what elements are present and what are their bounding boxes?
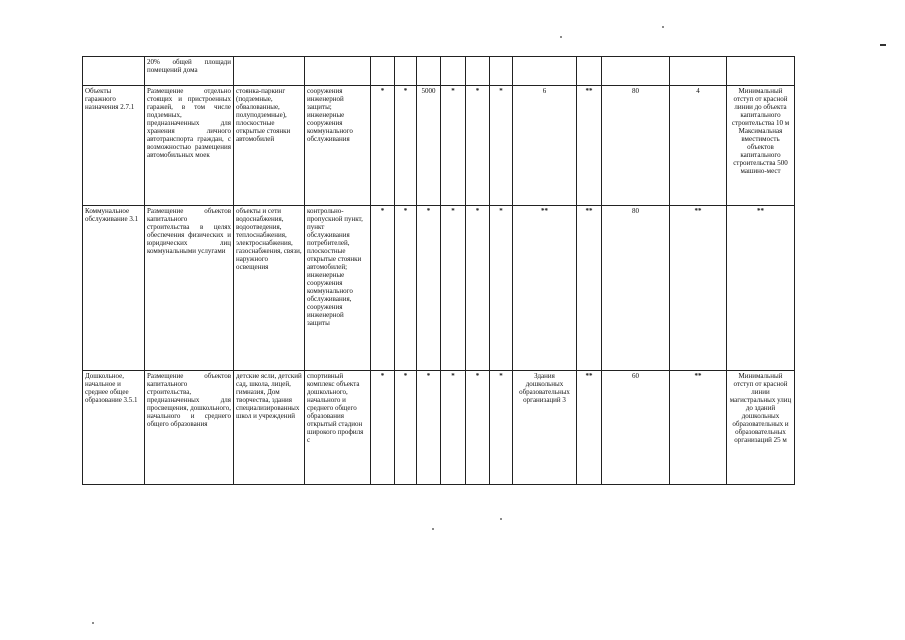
cell-param-8 (577, 57, 602, 86)
cell-description: Размещение отдельно стоящих и пристроенных гаражей, в том числе подземных, предназначенных для хранения личного автотранспорта граждан, с возможностью размещения автомобильных моек (145, 86, 234, 206)
scan-speck (662, 26, 664, 28)
cell-param-3: * (417, 206, 441, 370)
cell-name: Дошкольное, начальное и среднее общее образование 3.5.1 (83, 370, 145, 484)
scan-speck (500, 518, 502, 520)
cell-param-3 (417, 57, 441, 86)
cell-param-8: ** (577, 206, 602, 370)
cell-param-2: * (395, 370, 417, 484)
cell-aux-uses: спортивный комплекс объекта дошкольного, начального и среднего общего образования открытый стадион широкого профиля с (305, 370, 371, 484)
cell-param-3: * (417, 370, 441, 484)
cell-name: Коммунальное обслуживание 3.1 (83, 206, 145, 370)
cell-setback: ** (670, 370, 727, 484)
cell-aux-uses (305, 57, 371, 86)
scan-speck (92, 622, 94, 624)
cell-param-5: * (466, 86, 490, 206)
table-row (83, 86, 795, 206)
cell-description: Размещение объектов капитального строительства в целях обеспечения физических и юридических лиц коммунальными услугами (145, 206, 234, 370)
cell-notes (727, 57, 795, 86)
cell-param-1 (371, 57, 395, 86)
cell-floors: 6 (513, 86, 577, 206)
cell-param-5: * (466, 206, 490, 370)
cell-param-6: * (490, 370, 513, 484)
cell-param-5 (466, 57, 490, 86)
cell-param-5: * (466, 370, 490, 484)
scan-speck (560, 36, 562, 38)
cell-param-8: ** (577, 86, 602, 206)
cell-aux-uses: сооружения инженерной защиты; инженерные сооружения коммунального обслуживания (305, 86, 371, 206)
cell-floors: Здания дошкольных образовательных организаций 3 (513, 370, 577, 484)
cell-main-uses: детские ясли, детский сад, школа, лицей, гимназия, Дом творчества, здания специализированных школ и учреждений (234, 370, 305, 484)
cell-name (83, 57, 145, 86)
zoning-regulations-table (82, 56, 795, 485)
cell-param-1: * (371, 206, 395, 370)
cell-coverage (602, 57, 670, 86)
cell-aux-uses: контрольно-пропускной пункт, пункт обслуживания потребителей, плоскостные открытые стоянки автомобилей; инженерные сооружения коммунального обслуживания, сооружения инженерной защиты (305, 206, 371, 370)
cell-param-6: * (490, 206, 513, 370)
cell-param-4: * (441, 86, 466, 206)
cell-description: 20% общей площади помещений дома (145, 57, 234, 86)
scan-speck (432, 528, 434, 530)
cell-param-2 (395, 57, 417, 86)
cell-main-uses: стоянка-паркинг (подземные, обвалованные, полуподземные), плоскостные открытые стоянки автомобилей (234, 86, 305, 206)
cell-description: Размещение объектов капитального строительства, предназначенных для просвещения, дошкольного, начального и среднего общего образования (145, 370, 234, 484)
cell-param-2: * (395, 86, 417, 206)
cell-param-4 (441, 57, 466, 86)
cell-param-6 (490, 57, 513, 86)
cell-notes: ** (727, 206, 795, 370)
cell-main-uses: объекты и сети водоснабжения, водоотведения, теплоснабжения, электроснабжения, газоснабжения, связи, наружного освещения (234, 206, 305, 370)
cell-param-8: ** (577, 370, 602, 484)
cell-floors: ** (513, 206, 577, 370)
cell-notes: Минимальный отступ от красной линии до объекта капитального строительства 10 м Максимальная вместимость объектов капитального строительства 500 машино-мест (727, 86, 795, 206)
cell-setback (670, 57, 727, 86)
cell-param-4: * (441, 370, 466, 484)
cell-param-1: * (371, 370, 395, 484)
cell-coverage: 60 (602, 370, 670, 484)
cell-param-2: * (395, 206, 417, 370)
cell-floors (513, 57, 577, 86)
cell-notes: Минимальный отступ от красной линии магистральных улиц до зданий дошкольных образовательных и образовательных организаций 25 м (727, 370, 795, 484)
table-row (83, 57, 795, 86)
cell-setback: ** (670, 206, 727, 370)
cell-setback: 4 (670, 86, 727, 206)
cell-main-uses (234, 57, 305, 86)
cell-param-4: * (441, 206, 466, 370)
cell-coverage: 80 (602, 206, 670, 370)
cell-param-1: * (371, 86, 395, 206)
table-row (83, 370, 795, 484)
cell-param-6: * (490, 86, 513, 206)
margin-mark (880, 44, 886, 46)
cell-param-3: 5000 (417, 86, 441, 206)
cell-coverage: 80 (602, 86, 670, 206)
table-row (83, 206, 795, 370)
cell-name: Объекты гаражного назначения 2.7.1 (83, 86, 145, 206)
